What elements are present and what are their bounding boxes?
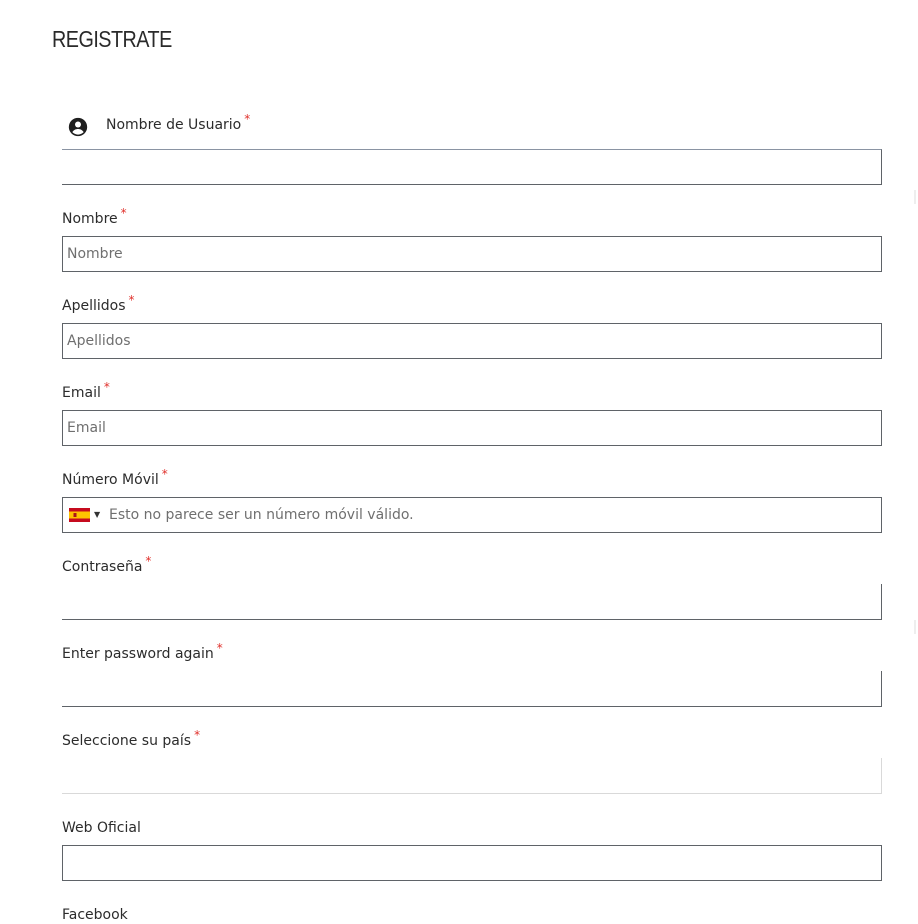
country-label-text: Seleccione su país xyxy=(62,733,192,749)
last-name-label xyxy=(62,293,135,314)
country-label xyxy=(62,728,201,749)
user-circle-icon xyxy=(68,117,88,137)
website-field[interactable] xyxy=(62,845,882,881)
facebook-label-text: Facebook xyxy=(62,907,128,923)
mobile-label-text: Número Móvil xyxy=(62,472,159,488)
country-select[interactable] xyxy=(62,758,882,794)
mobile-label xyxy=(62,467,168,488)
password-again-label-text: Enter password again xyxy=(62,646,214,662)
mobile-input-wrapper xyxy=(105,498,881,532)
password-again-input[interactable] xyxy=(62,671,881,706)
facebook-label xyxy=(62,907,128,923)
website-label-text: Web Oficial xyxy=(62,820,141,836)
last-name-field[interactable] xyxy=(62,323,882,359)
website-label xyxy=(62,820,141,836)
username-label xyxy=(106,112,251,133)
edge-divider xyxy=(914,190,916,204)
username-label-text: Nombre de Usuario xyxy=(106,117,242,133)
username-input[interactable] xyxy=(62,150,881,184)
required-mark: * xyxy=(128,293,135,307)
password-label xyxy=(62,554,152,575)
required-mark: * xyxy=(103,380,110,394)
required-mark: * xyxy=(194,728,201,742)
email-input[interactable] xyxy=(63,411,881,445)
password-field[interactable] xyxy=(62,584,882,620)
spain-flag-icon xyxy=(69,508,90,522)
edge-divider xyxy=(914,620,916,634)
first-name-label xyxy=(62,206,127,227)
email-label xyxy=(62,380,110,401)
country-code-selector[interactable] xyxy=(69,498,100,532)
email-field[interactable] xyxy=(62,410,882,446)
password-again-label xyxy=(62,641,223,662)
required-mark: * xyxy=(145,554,152,568)
required-mark: * xyxy=(216,641,223,655)
caret-down-icon: ▼ xyxy=(94,510,101,519)
email-label-text: Email xyxy=(62,385,101,401)
first-name-input[interactable] xyxy=(63,237,881,271)
required-mark: * xyxy=(244,112,251,126)
last-name-label-text: Apellidos xyxy=(62,298,126,314)
mobile-field[interactable] xyxy=(62,497,882,533)
password-again-field[interactable] xyxy=(62,671,882,707)
page-title: REGISTRATE xyxy=(52,26,172,52)
password-label-text: Contraseña xyxy=(62,559,143,575)
required-mark: * xyxy=(120,206,127,220)
mobile-input[interactable] xyxy=(105,498,881,532)
last-name-input[interactable] xyxy=(63,324,881,358)
first-name-field[interactable] xyxy=(62,236,882,272)
required-mark: * xyxy=(161,467,168,481)
username-field[interactable] xyxy=(62,149,882,185)
website-input[interactable] xyxy=(63,846,881,880)
password-input[interactable] xyxy=(62,584,881,619)
first-name-label-text: Nombre xyxy=(62,211,118,227)
